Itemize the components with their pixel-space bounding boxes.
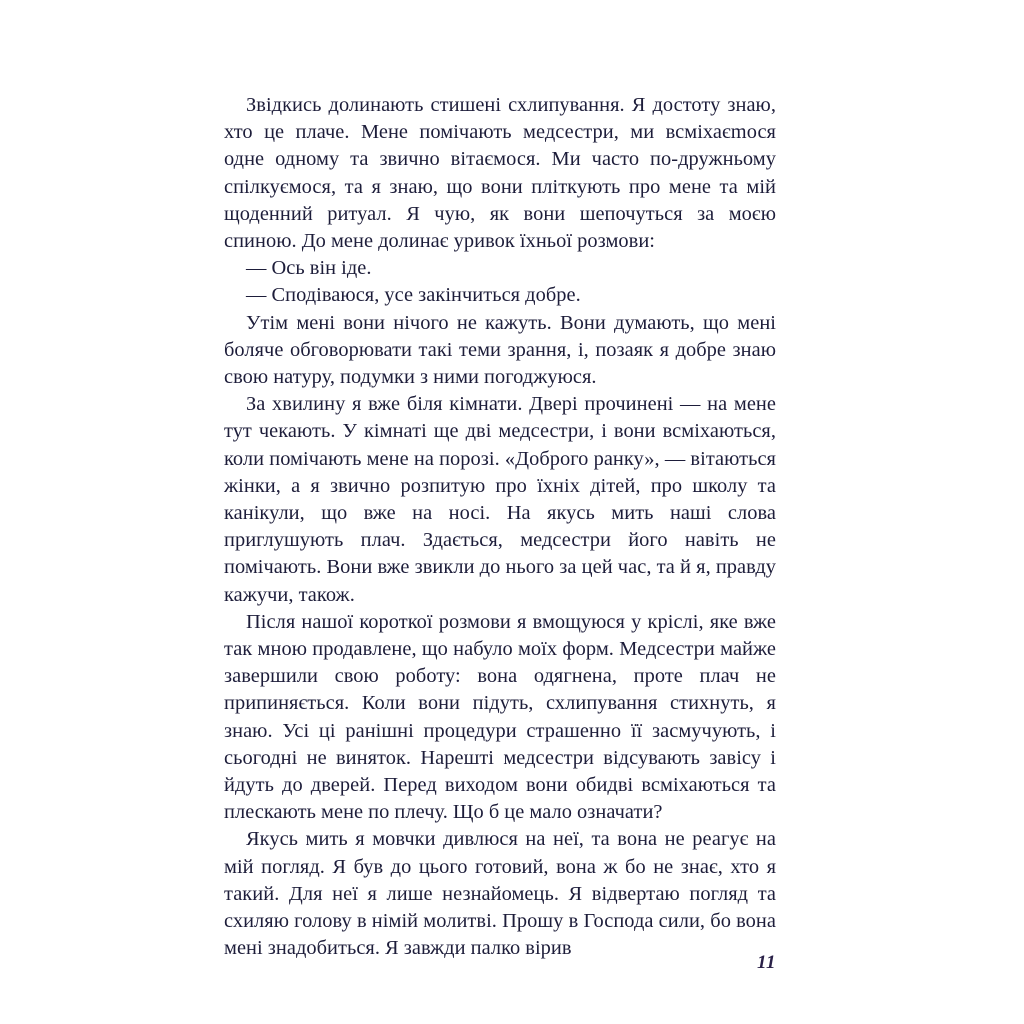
page-number: 11 — [757, 952, 776, 973]
dialogue-line: — Ось він іде. — [246, 257, 372, 280]
page-text-block — [224, 92, 776, 963]
paragraph: Після нашої короткої розмови я вмощуюся у кріслі, яке вже так мною продавлене, що набуло моїх форм. Медсестри майже завершили свою роботу: вона одягнена, проте плач не припиняється. Коли вони підуть, схлипування стихнуть, я знаю. Усі ці ранішні процедури страшенно її засмучують, і сьогодні не виняток. Нарешті медсестри відсувають завісу і йдуть до дверей. Перед виходом вони обидві всміхаються та плескають мене по плечу. Що б це мало означати? — [224, 610, 776, 824]
paragraph: За хвилину я вже біля кімнати. Двері прочинені — на мене тут чекають. У кімнаті ще дві медсестри, і вони всміхаються, коли помічають мене на порозі. «Доброго ранку», — вітаються жінки, а я звично розпитую про їхніх дітей, про школу та канікули, що вже на носі. На якусь мить наші слова приглушують плач. Здається, медсестри його навіть не помічають. Вони вже звикли до нього за цей час, та й я, правду кажучи, також. — [224, 393, 776, 606]
paragraph: Звідкись долинають стишені схлипування. Я достоту знаю, хто це плаче. Мене помічають медсестри, ми всміхаєmося одне одному та звично вітаємося. Ми часто по-дружньому спілкуємося, та я знаю, що вони пліткують про мене та мій щоденний ритуал. Я чую, як вони шепочуться за моєю спиною. До мене долинає уривок їхньої розмови: — [224, 94, 776, 253]
paragraph: Якусь мить я мовчки дивлюся на неї, та вона не реагує на мій погляд. Я був до цього готовий, вона ж бо не знає, хто я такий. Для неї я лише незнайомець. Я відвертаю погляд та схиляю голову в німій молитві. Прошу в Господа сили, бо вона мені знадобиться. Я завжди палко вірив — [224, 828, 776, 960]
paragraph: Утім мені вони нічого не кажуть. Вони думають, що мені боляче обговорювати такі теми зрання, і, позаяк я добре знаю свою натуру, подумки з ними погоджуюся. — [224, 311, 776, 389]
dialogue-line: — Сподіваюся, усе закінчиться добре. — [246, 284, 581, 307]
